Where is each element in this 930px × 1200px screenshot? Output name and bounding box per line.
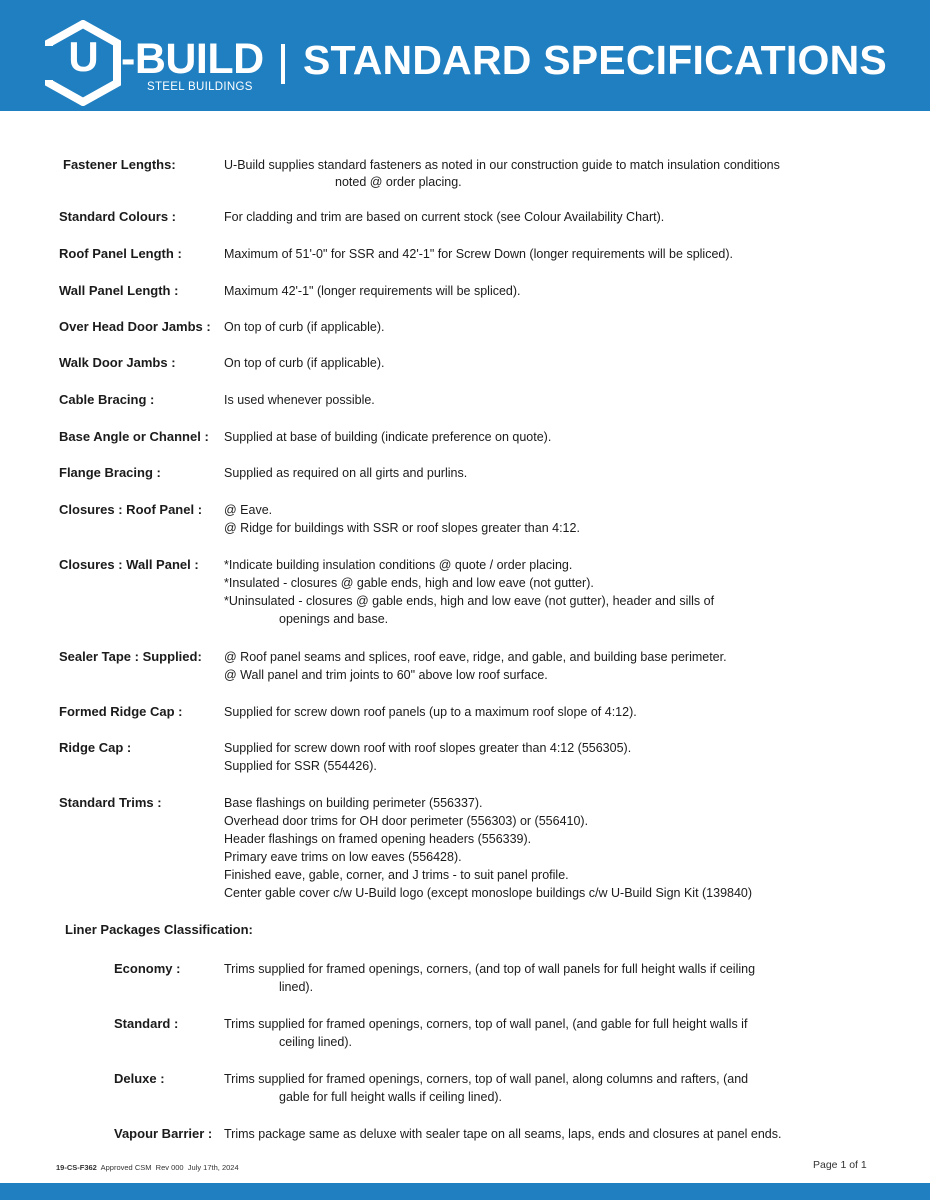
spec-label: Base Angle or Channel : [59,429,209,444]
spec-label: Cable Bracing : [59,392,155,407]
spec-label: Fastener Lengths: [63,157,176,172]
spec-label: Formed Ridge Cap : [59,704,183,719]
liner-label: Deluxe : [114,1071,165,1086]
spec-value: Supplied as required on all girts and purlins. [224,466,468,480]
liner-value: Trims package same as deluxe with sealer tape on all seams, laps, ends and closures at panel ends. [224,1127,782,1141]
liner-label: Vapour Barrier : [114,1126,213,1141]
spec-value: Overhead door trims for OH door perimeter (556303) or (556410). [224,814,589,828]
spec-value: U-Build supplies standard fasteners as noted in our construction guide to match insulation conditions [224,158,780,172]
liner-value: Trims supplied for framed openings, corners, (and top of wall panels for full height walls if ceiling [224,962,756,976]
footer-bar [0,1183,930,1200]
spec-value: For cladding and trim are based on current stock (see Colour Availability Chart). [224,210,665,224]
logo-wordmark: -BUILD [121,35,264,83]
spec-value: Header flashings on framed opening headers (556339). [224,832,532,846]
spec-value: Maximum 42'-1" (longer requirements will be spliced). [224,284,521,298]
liner-value: lined). [279,980,314,994]
spec-label: Closures : Wall Panel : [59,557,199,572]
liner-value: gable for full height walls if ceiling lined). [279,1090,503,1104]
spec-value: Maximum of 51'-0" for SSR and 42'-1" for Screw Down (longer requirements will be spliced). [224,247,733,261]
spec-label: Sealer Tape : Supplied: [59,649,202,664]
liner-label: Standard : [114,1016,179,1031]
spec-value: Supplied at base of building (indicate preference on quote). [224,430,552,444]
spec-value: Primary eave trims on low eaves (556428). [224,850,462,864]
spec-value: @ Ridge for buildings with SSR or roof slopes greater than 4:12. [224,521,580,535]
liner-value: Trims supplied for framed openings, corners, top of wall panel, (and gable for full height walls if [224,1017,748,1031]
spec-value: Supplied for SSR (554426). [224,759,377,773]
spec-label: Closures : Roof Panel : [59,502,203,517]
spec-label: Flange Bracing : [59,465,161,480]
spec-label: Wall Panel Length : [59,283,179,298]
spec-value: openings and base. [279,612,389,626]
footer-rev: Rev 000 [155,1163,184,1172]
liner-value: Trims supplied for framed openings, corners, top of wall panel, along columns and rafters, (and [224,1072,749,1086]
spec-value: @ Roof panel seams and splices, roof eave, ridge, and gable, and building base perimeter. [224,650,727,664]
page-title: STANDARD SPECIFICATIONS [303,37,887,83]
spec-label: Standard Colours : [59,209,177,224]
spec-value: Base flashings on building perimeter (556337). [224,796,483,810]
spec-value: Supplied for screw down roof with roof slopes greater than 4:12 (556305). [224,741,632,755]
spec-label: Walk Door Jambs : [59,355,176,370]
logo-subtitle: STEEL BUILDINGS [147,81,253,93]
footer-approved: Approved CSM [100,1163,152,1172]
footer-date: July 17th, 2024 [187,1163,239,1172]
spec-value: @ Wall panel and trim joints to 60" above low roof surface. [224,668,548,682]
spec-value: noted @ order placing. [335,175,462,189]
spec-value: @ Eave. [224,503,273,517]
header-banner [0,0,930,111]
footer-form-info [56,1163,239,1172]
spec-label: Standard Trims : [59,795,162,810]
liner-heading: Liner Packages Classification: [65,922,253,937]
page-number: Page 1 of 1 [813,1159,867,1171]
spec-value: Is used whenever possible. [224,393,375,407]
liner-value: ceiling lined). [279,1035,352,1049]
spec-label: Ridge Cap : [59,740,132,755]
spec-label: Over Head Door Jambs : [59,319,211,334]
spec-value: Supplied for screw down roof panels (up to a maximum roof slope of 4:12). [224,705,637,719]
spec-value: On top of curb (if applicable). [224,320,385,334]
spec-value: On top of curb (if applicable). [224,356,385,370]
spec-value: *Uninsulated - closures @ gable ends, high and low eave (not gutter), header and sills of [224,594,715,608]
spec-value: *Indicate building insulation conditions @ quote / order placing. [224,558,573,572]
spec-value: Finished eave, gable, corner, and J trims - to suit panel profile. [224,868,569,882]
spec-value: Center gable cover c/w U-Build logo (except monoslope buildings c/w U-Build Sign Kit (139840) [224,886,753,900]
footer-form-id: 19-CS-F362 [56,1163,97,1172]
liner-label: Economy : [114,961,181,976]
spec-value: *Insulated - closures @ gable ends, high and low eave (not gutter). [224,576,594,590]
header-divider [281,44,285,84]
logo-letter: U [68,33,98,80]
spec-label: Roof Panel Length : [59,246,182,261]
